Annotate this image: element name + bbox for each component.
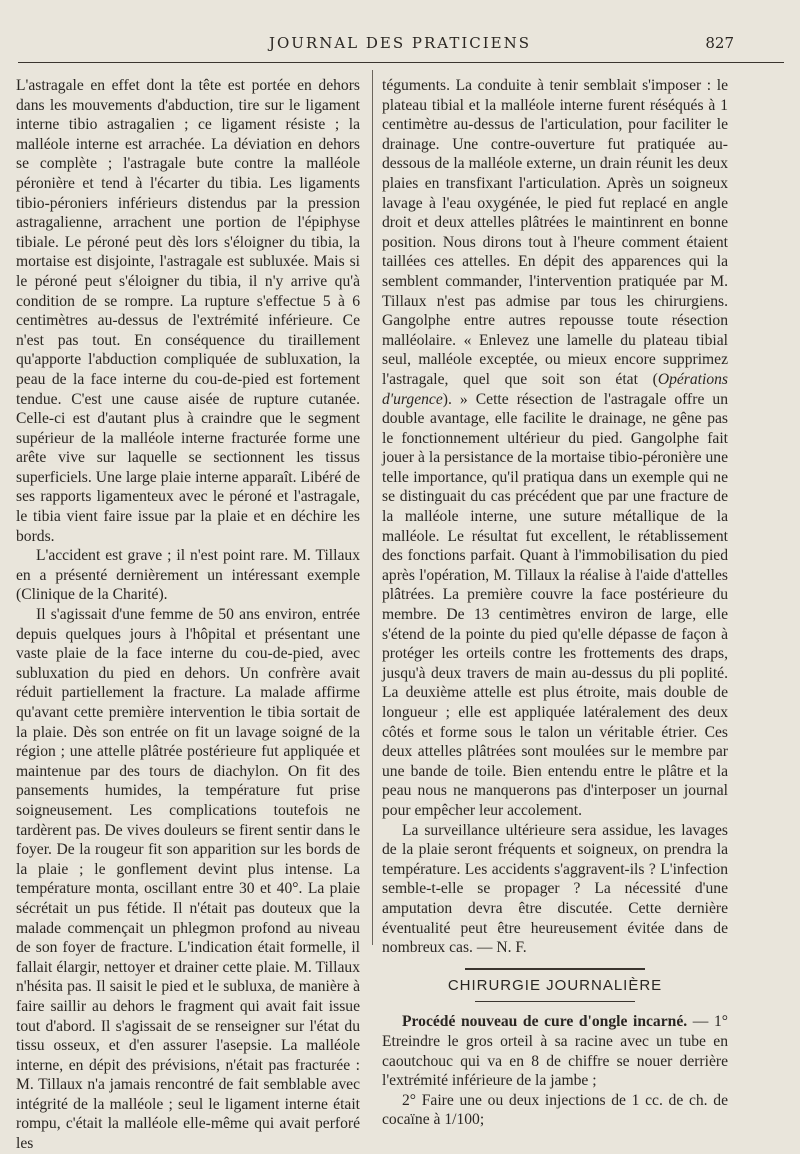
subsection-title: Procédé nouveau de cure d'ongle incarné. bbox=[402, 1013, 688, 1031]
paragraph bbox=[382, 1012, 728, 1090]
running-title: JOURNAL DES PRATICIENS bbox=[268, 34, 532, 52]
paragraph bbox=[382, 76, 728, 821]
paragraph: Il s'agissait d'une femme de 50 ans environ, entrée depuis quelques jours à l'hôpital et présentant une vaste plaie de la face interne du cou-de-pied, avec subluxation du pied en dehors. Un confrère avait réduit partiellement la fracture. La malade affirme qu'avant cette première intervention le tibia sortait de la plaie. Dès son entrée on fit un lavage soigné de la région ; une attelle plâtrée postérieure fut appliquée et maintenue par des tours de diachylon. On fit des pansements humides, la température fut prise soigneusement. Les complications toutefois ne tardèrent pas. De vives douleurs se firent sentir dans le foyer. De la rougeur fit son apparition sur les bords de la plaie ; le gonflement devint plus intense. La température monta, oscillant entre 30 et 40°. La plaie sécrétait un pus fétide. Il n'était pas douteux que la malade commençait un phlegmon profond au niveau de son foyer de fracture. L'indication était formelle, il fallait élargir, nettoyer et drainer cette plaie. M. Tillaux n'hésita pas. Il saisit le pied et le subluxa, de manière à faire saillir au dehors le fragment qui avait fait issue tout d'abord. Il s'agissait de se renseigner sur l'état du tissu osseux, et d'en assurer l'asepsie. La malléole interne, en dépit des prévisions, n'était pas fracturée : M. Tillaux n'a jamais rencontré de fait semblable avec intégrité de la malléole ; seul le ligament interne était rompu, c'était la malléole elle-même qui avait perforé les bbox=[16, 606, 360, 1153]
text-run: — 1° Etreindre le gros orteil à sa racine avec un tube en caoutchouc qui va en 8 de chiffre se nouer derrière l'extrémité inférieure de la jambe ; bbox=[382, 1013, 728, 1090]
left-column bbox=[16, 76, 360, 1154]
text-run: ). » Cette résection de l'astragale offre un double avantage, elle facilite le drainage, ne gêne pas le fonctionnement ultérieur du pied. Gangolphe fait jouer à la persistance de la mortaise tibio-péronière une telle importance, qu'il pratiqua dans un exemple qui ne se distinguait du cas précédent que par une fracture de la malléole interne, une suture métallique de la malléole. Le résultat fut excellent, le rétablissement des fonctions parfait. Quant à l'immobilisation du pied après l'opération, M. Tillaux la réalise à l'aide d'attelles plâtrées. La première couvre la face postérieure du membre. De 13 centimètres environ de large, elle s'étend de la pointe du pied qu'elle dépasse de façon à protéger les orteils contre les frottements des draps, jusqu'à deux travers de main au-dessus du pli poplité. La deuxième attelle est plus étroite, mais double de longueur ; elle est appliquée latéralement des deux côtés et forme sous le talon un véritable étrier. Ces deux attelles plâtrées sont moulées sur le membre par une bande de toile. Bien entendu entre le plâtre et la peau nous ne manquerons pas d'interposer un journal pour empêcher leur accolement. bbox=[382, 390, 728, 819]
column-divider bbox=[372, 70, 373, 945]
paragraph: La surveillance ultérieure sera assidue, les lavages de la plaie seront fréquents et soigneux, on prendra la température. Les accidents s'aggravent-ils ? L'infection semble-t-elle se propager ? La nécessité d'une amputation devra être discutée. Cette dernière éventualité peut être heureusement évitée dans de nombreux cas. — N. F. bbox=[382, 821, 728, 957]
paragraph: L'astragale en effet dont la tête est portée en dehors dans les mouvements d'abduction, tire sur le ligament interne tibio astragalien ; ce ligament résiste ; la malléole interne est arrachée. La déviation en dehors se complète ; l'astragale bute contre la malléole péronière et tend à l'écarter du tibia. Les ligaments tibio-péroniers inférieurs distendus par la pression astragalienne, arrachent une portion de l'épiphyse tibiale. Le péroné peut dès lors s'éloigner du tibia, la mortaise est disjointe, l'astragale est subluxée. Mais si le péroné peut s'éloigner du tibia, il n'y arrive qu'à condition de se rompre. La rupture s'effectue 5 à 6 centimètres au-dessus de l'extrémité inférieure. Ce n'est pas tout. En conséquence du tiraillement qu'apporte l'abduction compliquée de subluxation, la peau de la face interne du cou-de-pied est fortement tendue. C'est une cause aisée de rupture cutanée. Celle-ci est d'autant plus à craindre que le segment supérieur de la malléole interne fracturée forme une arête vive sur laquelle se sectionnent les tissus superficiels. Une large plaie interne apparaît. Libéré de ses rapports ligamenteux avec le péroné et l'astragale, le tibia vient faire issue par la plaie et en déchire les bords. bbox=[16, 77, 360, 545]
header-rule bbox=[18, 62, 784, 63]
page-header bbox=[20, 34, 780, 64]
text-run: téguments. La conduite à tenir semblait s'imposer : le plateau tibial et la malléole interne furent réséqués à 1 centimètre au-dessus de l'articulation, pour faciliter le drainage. Une contre-ouverture fut pratiquée au-dessous de la malléole externe, un drain réunit les deux plaies en transfixant l'articulation. Après un soigneux lavage à l'eau oxygénée, le pied fut replacé en angle droit et deux attelles plâtrées le maintinrent en bonne position. Nous dirons tout à l'heure comment étaient taillées ces attelles. En dépit des apparences qui la semblent commander, l'intervention pratiquée par M. Tillaux n'est pas admise par tous les chirurgiens. Gangolphe entre autres repousse toute résection malléolaire. « Enlevez une lamelle du plateau tibial seul, malléole exceptée, ou mieux encore supprimez l'astragale, quel que soit son état ( bbox=[382, 77, 728, 388]
section-rule-bottom bbox=[475, 1001, 635, 1002]
paragraph: 2° Faire une ou deux injections de 1 cc. de ch. de cocaïne à 1/100; bbox=[382, 1091, 728, 1129]
italic-citation: Opérations d'urgence bbox=[382, 370, 728, 408]
section-rule-top bbox=[465, 968, 645, 970]
paragraph: L'accident est grave ; il n'est point rare. M. Tillaux en a présenté dernièrement un intéressant exemple (Clinique de la Charité). bbox=[16, 547, 360, 604]
page-number: 827 bbox=[705, 34, 734, 52]
section-title: CHIRURGIE JOURNALIÈRE bbox=[447, 976, 663, 994]
right-column bbox=[382, 76, 728, 1130]
